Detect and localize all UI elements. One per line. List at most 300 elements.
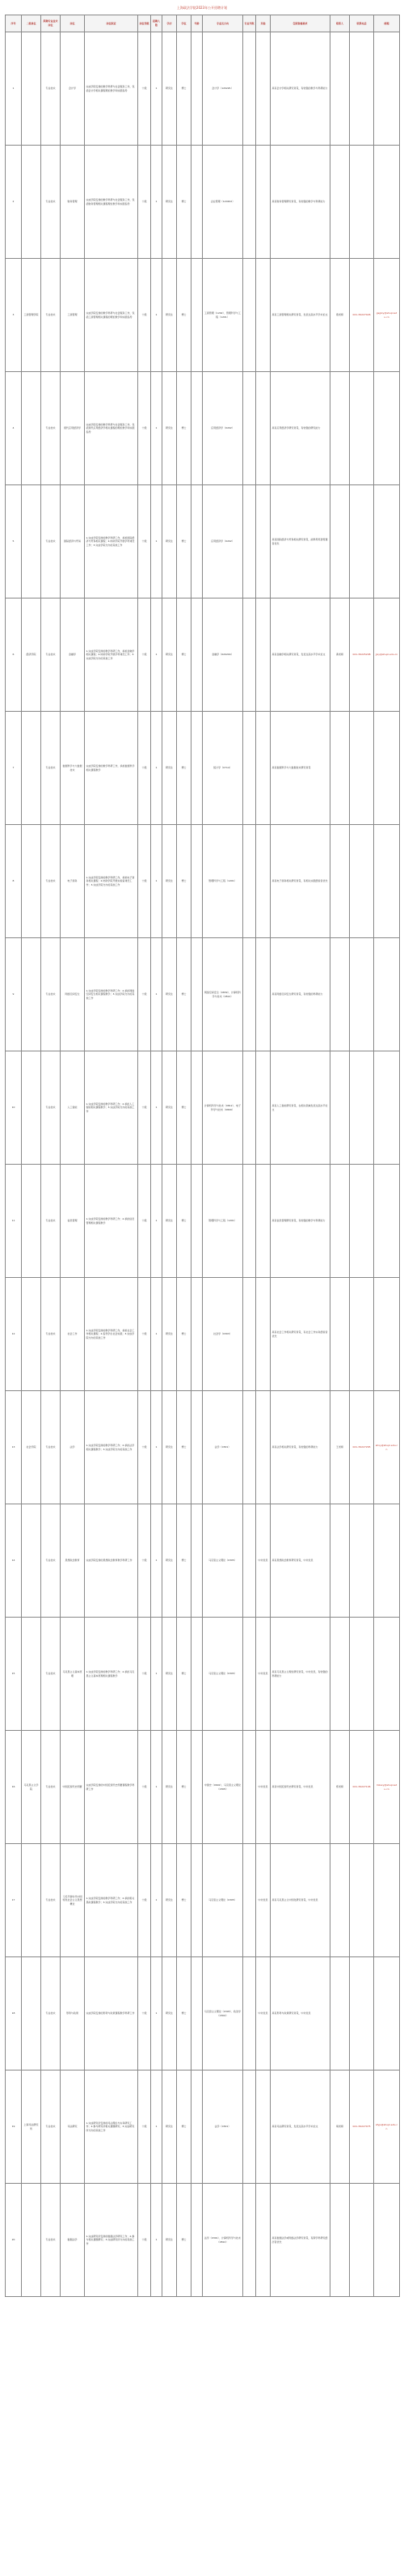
cell-post-type: 专业技术 [41,1051,61,1165]
cell-degree: 博士 [177,1731,191,1844]
cell-req: 具有形势与政策研究背景，中共党员 [271,1957,330,2071]
cell-contact: 胡老师 [330,2071,350,2184]
table-row [6,1391,400,1504]
cell-contact [330,712,350,825]
cell-major: 马克思主义理论（0305）、政治学（0302） [203,1957,243,2071]
cell-post-type: 专业技术 [41,259,61,372]
cell-post: 中国近现代史纲要 [61,1731,85,1844]
cell-count: 1 [151,1618,162,1731]
cell-no: 18 [6,1957,22,2071]
cell-major: 法学（0301） [203,1391,243,1504]
cell-post-type: 专业技术 [41,825,61,938]
cell-req: 具有网络空间安全研究背景，有较强的科研能力 [271,938,330,1051]
cell-email[interactable] [374,146,400,259]
cell-phone [350,938,374,1051]
cell-edu: 研究生 [162,1391,177,1504]
cell-req: 具有司法研究背景，发表过高水平学术论文 [271,2071,330,2184]
cell-degree: 博士 [177,485,191,599]
table-row [6,259,400,372]
cell-age [191,1278,203,1391]
cell-req: 具有人工智能研究背景，在相关领域发表过高水平论文 [271,1051,330,1165]
cell-duty: 完成学院安排的思想政治教育教学科研工作 [85,1504,138,1618]
column-header: 其他 [256,15,271,32]
cell-other [256,2184,271,2297]
cell-req: 具有马克思主义中国化研究背景，中共党员 [271,1844,330,1957]
cell-edu: 研究生 [162,2071,177,2184]
cell-edu: 研究生 [162,1618,177,1731]
cell-unit [22,1504,41,1618]
column-header: 学位 [177,15,191,32]
cell-count: 1 [151,599,162,712]
table-row [6,32,400,146]
cell-edu: 研究生 [162,32,177,146]
cell-email[interactable] [374,1957,400,2071]
cell-email[interactable]: gsglxy@shupl.edu.cn [374,259,400,372]
cell-duty: 1.完成学院安排的教学科研工作；2.承担法学相关课程教学；3.完成学院交办的其他工作 [85,1391,138,1504]
column-header: 序号 [6,15,22,32]
cell-post: 信息管理 [61,1165,85,1278]
cell-other [256,485,271,599]
cell-duty: 1.完成学院安排的教学科研工作，承担金融学相关课程；2.协助学院开展学科建设工作；3.完成学院交办的其他工作 [85,599,138,712]
table-row [6,2184,400,2297]
cell-contact [330,146,350,259]
cell-other [256,1165,271,1278]
column-header: 岗位职责 [85,15,138,32]
cell-no: 16 [6,1731,22,1844]
cell-count: 1 [151,1504,162,1618]
cell-other [256,259,271,372]
cell-level: 十级 [138,146,151,259]
table-header-row [6,15,400,32]
cell-contact [330,1957,350,2071]
table-row [6,1278,400,1391]
cell-post-type: 专业技术 [41,1957,61,2071]
cell-age [191,1618,203,1731]
column-header: 岗位 [61,15,85,32]
column-header: 专业及方向 [203,15,243,32]
cell-post-type: 专业技术 [41,372,61,485]
cell-no: 8 [6,825,22,938]
cell-no: 12 [6,1278,22,1391]
cell-duty: 完成学院安排的教学科研与社会服务工作，包括财务管理相关课程理论教学和实践指导 [85,146,138,259]
cell-level: 十级 [138,1957,151,2071]
column-header: 二级单位 [22,15,41,32]
cell-req: 具有会计学相关研究背景，有较强的教学与科研能力 [271,32,330,146]
cell-email[interactable] [374,1618,400,1731]
cell-years [243,2071,256,2184]
cell-post-type: 专业技术 [41,146,61,259]
cell-req: 具有工商管理相关研究背景，发表过高水平学术论文 [271,259,330,372]
cell-email[interactable] [374,938,400,1051]
cell-level: 十级 [138,1504,151,1618]
cell-req: 具有国际经济与贸易相关研究背景，能够用英语授课者优先 [271,485,330,599]
cell-unit [22,1278,41,1391]
cell-no: 15 [6,1618,22,1731]
cell-count: 1 [151,1051,162,1165]
cell-post: 人工智能 [61,1051,85,1165]
column-header: 学历 [162,15,177,32]
cell-contact [330,1618,350,1731]
cell-edu: 研究生 [162,1165,177,1278]
cell-contact [330,1844,350,1957]
cell-edu: 研究生 [162,1051,177,1165]
cell-req: 具有法学相关研究背景，有较强的科研能力 [271,1391,330,1504]
cell-req: 具有中国近现代史研究背景，中共党员 [271,1731,330,1844]
column-header: 岗位等级 [138,15,151,32]
cell-post: 社会工作 [61,1278,85,1391]
cell-degree: 博士 [177,712,191,825]
cell-major: 计算机科学与技术（0812）、电子科学与技术（0809） [203,1051,243,1165]
cell-duty: 1.完成研究所安排的数据法学研究工作；2.参与相关课题研究；3.完成研究所交办的其他工作 [85,2184,138,2297]
cell-contact [330,1165,350,1278]
cell-age [191,32,203,146]
cell-contact [330,1278,350,1391]
cell-count: 1 [151,32,162,146]
cell-no: 7 [6,712,22,825]
cell-phone [350,1165,374,1278]
cell-post: 形势与政策 [61,1957,85,2071]
cell-post-type: 专业技术 [41,599,61,712]
cell-other: 中共党员 [256,1618,271,1731]
cell-no: 1 [6,32,22,146]
cell-post: 金融学 [61,599,85,712]
cell-post-type: 专业技术 [41,938,61,1051]
cell-unit [22,1165,41,1278]
cell-level: 十级 [138,1391,151,1504]
cell-post-type: 专业技术 [41,1844,61,1957]
cell-years [243,1278,256,1391]
cell-edu: 研究生 [162,938,177,1051]
table-row [6,1618,400,1731]
cell-degree: 博士 [177,372,191,485]
cell-years [243,1844,256,1957]
cell-no: 17 [6,1844,22,1957]
cell-major: 管理科学与工程（1201） [203,1165,243,1278]
cell-email[interactable] [374,1165,400,1278]
cell-contact: 郑老师 [330,1731,350,1844]
table-row [6,1957,400,2071]
cell-post: 工商管理 [61,259,85,372]
cell-post: 电子商务 [61,825,85,938]
cell-degree: 博士 [177,1957,191,2071]
cell-contact [330,32,350,146]
cell-age [191,2071,203,2184]
cell-major: 管理科学与工程（1201） [203,825,243,938]
cell-duty: 1.完成学院安排的教学科研工作；2.承担网络空间安全相关课程教学；3.完成学院交办的其他工作 [85,938,138,1051]
cell-duty: 1.完成学院安排的教学科研工作；2.承担相关思政课程教学；3.完成学院交办的其他工作 [85,1844,138,1957]
column-header: 联系电话 [350,15,374,32]
cell-contact: 黄老师 [330,599,350,712]
cell-years [243,938,256,1051]
cell-post-type: 专业技术 [41,1504,61,1618]
cell-post-type: 专业技术 [41,712,61,825]
cell-degree: 博士 [177,1504,191,1618]
column-header: 专业年限 [243,15,256,32]
cell-post: 数据科学与大数据技术 [61,712,85,825]
cell-major: 工商管理（1202）、管理科学与工程（1201） [203,259,243,372]
cell-email[interactable]: sfyjs@shupl.edu.cn [374,2071,400,2184]
cell-unit [22,825,41,938]
cell-phone [350,1844,374,1957]
cell-unit: 经济学院 [22,599,41,712]
cell-phone: 021-39227265 [350,1391,374,1504]
cell-post: 会计学 [61,32,85,146]
cell-years [243,32,256,146]
cell-count: 1 [151,1957,162,2071]
cell-duty: 1.完成学院安排的教学科研工作，承担电子商务相关课程；2.协助学院开展实验室建设工作；3.完成学院交办的其他工作 [85,825,138,938]
cell-phone [350,146,374,259]
cell-other [256,1391,271,1504]
cell-unit [22,938,41,1051]
cell-email[interactable] [374,1504,400,1618]
cell-count: 1 [151,1165,162,1278]
cell-level: 十级 [138,2184,151,2297]
cell-years [243,2184,256,2297]
cell-edu: 研究生 [162,1957,177,2071]
cell-req: 具有社会工作相关研究背景，有社会工作实务经验者优先 [271,1278,330,1391]
cell-level: 十级 [138,259,151,372]
cell-edu: 研究生 [162,825,177,938]
cell-major: 法学（0301） [203,2071,243,2184]
cell-degree: 博士 [177,938,191,1051]
cell-years [243,372,256,485]
cell-age [191,259,203,372]
cell-years [243,1618,256,1731]
cell-email[interactable]: jjxy@shupl.edu.cn [374,599,400,712]
cell-major: 应用经济学（0202） [203,485,243,599]
cell-other [256,825,271,938]
cell-post-type: 专业技术 [41,1391,61,1504]
cell-age [191,146,203,259]
cell-email[interactable] [374,712,400,825]
cell-contact [330,2184,350,2297]
cell-unit: 马克思主义学院 [22,1731,41,1844]
cell-unit [22,1957,41,2071]
cell-age [191,372,203,485]
cell-post-type: 专业技术 [41,2184,61,2297]
cell-edu: 研究生 [162,1844,177,1957]
cell-phone [350,825,374,938]
cell-age [191,1957,203,2071]
cell-unit [22,485,41,599]
cell-post-type: 专业技术 [41,1731,61,1844]
cell-duty: 1.完成学院安排的教学科研工作；2.承担人工智能相关课程教学；3.完成学院交办的其他工作 [85,1051,138,1165]
cell-years [243,1504,256,1618]
cell-email[interactable] [374,32,400,146]
cell-phone: 021-39227075 [350,2071,374,2184]
cell-edu: 研究生 [162,485,177,599]
cell-contact [330,1504,350,1618]
cell-level: 十级 [138,712,151,825]
cell-count: 1 [151,1731,162,1844]
cell-degree: 博士 [177,146,191,259]
table-row [6,1504,400,1618]
cell-phone [350,372,374,485]
cell-edu: 研究生 [162,146,177,259]
cell-degree: 博士 [177,32,191,146]
cell-duty: 完成学院安排的教学科研工作，承担数据科学相关课程教学 [85,712,138,825]
cell-degree: 博士 [177,1618,191,1731]
cell-edu: 研究生 [162,1504,177,1618]
cell-unit [22,372,41,485]
cell-post: 习近平新时代中国特色社会主义思想概论 [61,1844,85,1957]
cell-level: 十级 [138,485,151,599]
cell-no: 14 [6,1504,22,1618]
table-row [6,1165,400,1278]
cell-contact: 王老师 [330,1391,350,1504]
cell-req: 具有数据法学或网络法学研究背景，有跨学科研究经历者优先 [271,2184,330,2297]
cell-degree: 博士 [177,2184,191,2297]
cell-email[interactable] [374,2184,400,2297]
cell-duty: 完成学院安排的教学科研与社会服务工作，包括现代应用经济学相关课程的理论教学和实践指导 [85,372,138,485]
cell-other [256,712,271,825]
cell-no: 19 [6,2071,22,2184]
cell-post: 法学 [61,1391,85,1504]
cell-level: 十级 [138,372,151,485]
cell-phone: 021-39227106 [350,1731,374,1844]
cell-phone [350,712,374,825]
cell-email[interactable] [374,1051,400,1165]
cell-level: 十级 [138,825,151,938]
cell-email[interactable]: shxy@shupl.edu.cn [374,1391,400,1504]
cell-level: 十级 [138,1618,151,1731]
cell-email[interactable] [374,372,400,485]
cell-duty: 1.完成研究所安排的司法理论与实务研究工作；2.参与研究所相关课题研究；3.完成研究所交办的其他工作 [85,2071,138,2184]
cell-major: 金融学（020204） [203,599,243,712]
cell-edu: 研究生 [162,259,177,372]
cell-other [256,146,271,259]
cell-count: 1 [151,2184,162,2297]
page-title: 上海政法学院2023年公开招聘计划 [176,6,228,10]
cell-major: 马克思主义理论（0305） [203,1844,243,1957]
column-header: 拟聘专业技术岗位 [41,15,61,32]
cell-no: 5 [6,485,22,599]
cell-post: 马克思主义基本原理 [61,1618,85,1731]
cell-req: 具有数据科学与大数据技术研究背景 [271,712,330,825]
cell-level: 十级 [138,1278,151,1391]
cell-other: 中共党员 [256,1957,271,2071]
column-header: 任职资格要求 [271,15,330,32]
cell-major: 马克思主义理论（0305） [203,1618,243,1731]
cell-years [243,1051,256,1165]
cell-years [243,1957,256,2071]
cell-other: 中共党员 [256,1504,271,1618]
cell-no: 11 [6,1165,22,1278]
cell-count: 1 [151,485,162,599]
cell-years [243,599,256,712]
cell-level: 十级 [138,1844,151,1957]
cell-post: 数据法学 [61,2184,85,2297]
cell-post-type: 专业技术 [41,1618,61,1731]
cell-major: 统计学（0714） [203,712,243,825]
cell-post-type: 专业技术 [41,1165,61,1278]
cell-email[interactable] [374,825,400,938]
cell-email[interactable]: mksxy@shupl.edu.cn [374,1731,400,1844]
cell-other [256,1278,271,1391]
cell-email[interactable] [374,485,400,599]
cell-major: 马克思主义理论（0305） [203,1504,243,1618]
cell-phone [350,32,374,146]
cell-duty: 1.完成学院安排的教学科研工作，承担国际经济与贸易相关课程；2.协助学院开展学科建设工作；3.完成学院交办的其他工作 [85,485,138,599]
table-row [6,712,400,825]
cell-major: 网络空间安全（0839）、计算机科学与技术（0812） [203,938,243,1051]
cell-no: 9 [6,938,22,1051]
cell-email[interactable] [374,1278,400,1391]
cell-phone [350,1957,374,2071]
cell-other [256,1051,271,1165]
cell-post-type: 专业技术 [41,1278,61,1391]
cell-level: 十级 [138,2071,151,2184]
cell-phone [350,1051,374,1165]
table-row [6,1051,400,1165]
table-row [6,938,400,1051]
cell-no: 2 [6,146,22,259]
cell-age [191,1844,203,1957]
cell-level: 十级 [138,599,151,712]
cell-no: 4 [6,372,22,485]
cell-major: 应用经济学（0202） [203,372,243,485]
cell-age [191,1051,203,1165]
table-row [6,372,400,485]
cell-level: 十级 [138,1051,151,1165]
cell-edu: 研究生 [162,2184,177,2297]
cell-age [191,1731,203,1844]
cell-post: 司法研究 [61,2071,85,2184]
cell-count: 1 [151,938,162,1051]
cell-duty: 完成学院安排的中国近现代史纲要课程教学科研工作 [85,1731,138,1844]
cell-edu: 研究生 [162,712,177,825]
cell-age [191,1391,203,1504]
cell-count: 1 [151,259,162,372]
cell-no: 3 [6,259,22,372]
cell-age [191,712,203,825]
cell-count: 1 [151,2071,162,2184]
cell-level: 十级 [138,1731,151,1844]
column-header: 年龄 [191,15,203,32]
column-header: 邮箱 [374,15,400,32]
cell-degree: 博士 [177,1844,191,1957]
cell-count: 1 [151,1278,162,1391]
cell-post: 网络空间安全 [61,938,85,1051]
column-header: 联系人 [330,15,350,32]
cell-degree: 博士 [177,825,191,938]
cell-phone [350,1278,374,1391]
cell-req: 具有马克思主义理论研究背景，中共党员，有较强的科研能力 [271,1618,330,1731]
cell-post-type: 专业技术 [41,32,61,146]
recruitment-table [5,15,400,2297]
cell-other: 中共党员 [256,1844,271,1957]
cell-req: 具有应用经济学研究背景，有较强的研究能力 [271,372,330,485]
cell-unit: 社会学院 [22,1391,41,1504]
cell-degree: 博士 [177,1165,191,1278]
cell-degree: 博士 [177,1278,191,1391]
cell-count: 1 [151,825,162,938]
column-header: 招聘人数 [151,15,162,32]
cell-post: 思想政治教育 [61,1504,85,1618]
cell-contact [330,372,350,485]
cell-years [243,259,256,372]
cell-edu: 研究生 [162,372,177,485]
cell-degree: 博士 [177,1051,191,1165]
cell-phone [350,1618,374,1731]
cell-edu: 研究生 [162,599,177,712]
cell-email[interactable] [374,1844,400,1957]
cell-years [243,1391,256,1504]
cell-duty: 1.完成学院安排的教学科研工作；2.承担马克思主义基本原理相关课程教学 [85,1618,138,1731]
cell-count: 1 [151,372,162,485]
cell-age [191,599,203,712]
cell-post: 财务管理 [61,146,85,259]
